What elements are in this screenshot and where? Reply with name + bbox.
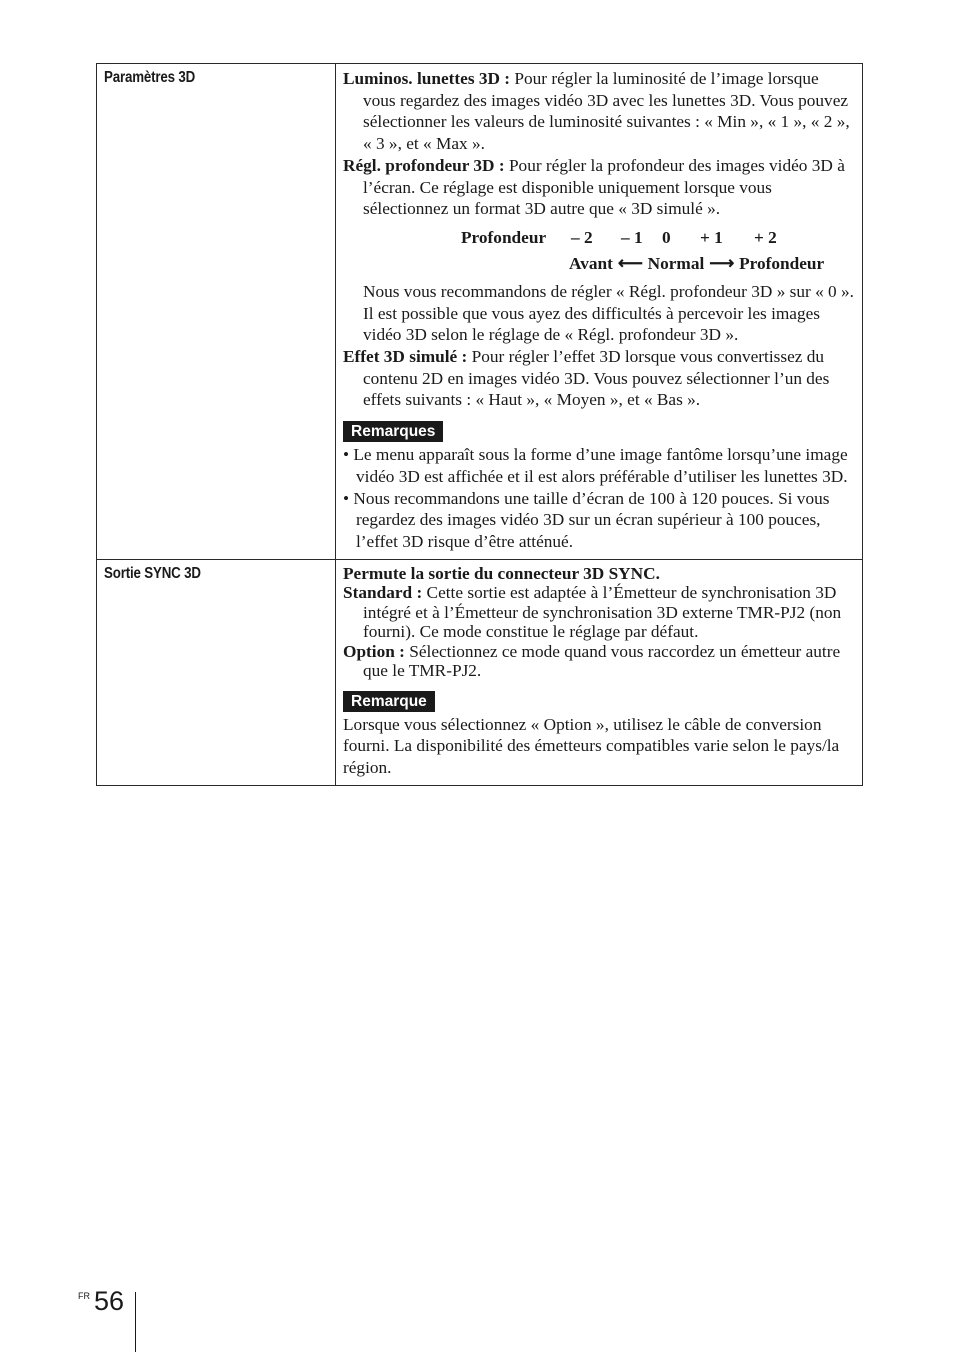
option-simulated-effect: Effet 3D simulé : Pour régler l’effet 3D lorsque vous convertissez du contenu 2D en images vidéo 3D. Vous pouvez sélectionner l’un des effets suivants : « Haut », « Moyen », et « Bas ». <box>343 347 830 410</box>
page-number: 56 <box>94 1286 125 1316</box>
depth-recommendation: Nous vous recommandons de régler « Régl. profondeur 3D » sur « 0 ». Il est possible que vous ayez des difficultés à percevoir les images vidéo 3D selon le réglage de « Régl. profondeur 3D ». <box>363 281 854 345</box>
scale-right: Profondeur <box>739 254 825 274</box>
arrow-left-icon: ⟵ <box>617 254 643 274</box>
row-description <box>336 559 863 785</box>
table-row <box>97 559 863 785</box>
option-brightness: Luminos. lunettes 3D : Pour régler la luminosité de l’image lorsque vous regardez des images vidéo 3D avec les lunettes 3D. Vous pouvez sélectionner les valeurs de luminosité suivantes : « Min », « 1 », « 2 », « 3 », et « Max ». <box>343 69 850 154</box>
scale-label: Profondeur <box>461 228 547 248</box>
row-label: Paramètres 3D <box>97 64 336 560</box>
option-depth: Régl. profondeur 3D : Pour régler la profondeur des images vidéo 3D à l’écran. Ce réglage est disponible uniquement lorsque vous sélectionnez un format 3D autre que « 3D simulé ». <box>343 155 845 219</box>
scale-value: – 2 <box>571 228 593 248</box>
depth-scale <box>343 225 854 277</box>
table-row <box>97 64 863 560</box>
arrow-right-icon: ⟶ <box>709 254 735 274</box>
note-item: • Le menu apparaît sous la forme d’une image fantôme lorsqu’une image vidéo 3D est affichée et il est alors préférable d’utiliser les lunettes 3D. <box>343 445 848 486</box>
note-item: • Nous recommandons une taille d’écran de 100 à 120 pouces. Si vous regardez des images vidéo 3D sur un écran supérieur à 100 pouces, l’effet 3D risque d’être atténué. <box>343 488 830 551</box>
scale-value: + 2 <box>754 228 777 248</box>
settings-table <box>96 63 863 786</box>
scale-center: Normal <box>647 254 705 274</box>
row-label: Sortie SYNC 3D <box>97 559 336 785</box>
footer-divider <box>135 1292 136 1352</box>
option-option: Option : Sélectionnez ce mode quand vous raccordez un émetteur autre que le TMR-PJ2. <box>343 641 841 681</box>
language-code: FR <box>78 1291 90 1301</box>
note-text: Lorsque vous sélectionnez « Option », utilisez le câble de conversion fourni. La disponibilité des émetteurs compatibles varie selon le pays/la région. <box>343 714 840 778</box>
row-description <box>336 64 863 560</box>
scale-value: – 1 <box>621 228 643 248</box>
scale-value: 0 <box>662 228 671 248</box>
notes-badge: Remarques <box>343 421 443 442</box>
scale-value: + 1 <box>700 228 723 248</box>
sync-heading: Permute la sortie du connecteur 3D SYNC. <box>343 563 660 583</box>
note-badge: Remarque <box>343 691 435 712</box>
scale-left: Avant <box>569 254 613 274</box>
option-standard: Standard : Cette sortie est adaptée à l’Émetteur de synchronisation 3D intégré et à l’Émetteur de synchronisation 3D externe TMR-PJ2 (non fourni). Ce mode constitue le réglage par défaut. <box>343 583 842 642</box>
